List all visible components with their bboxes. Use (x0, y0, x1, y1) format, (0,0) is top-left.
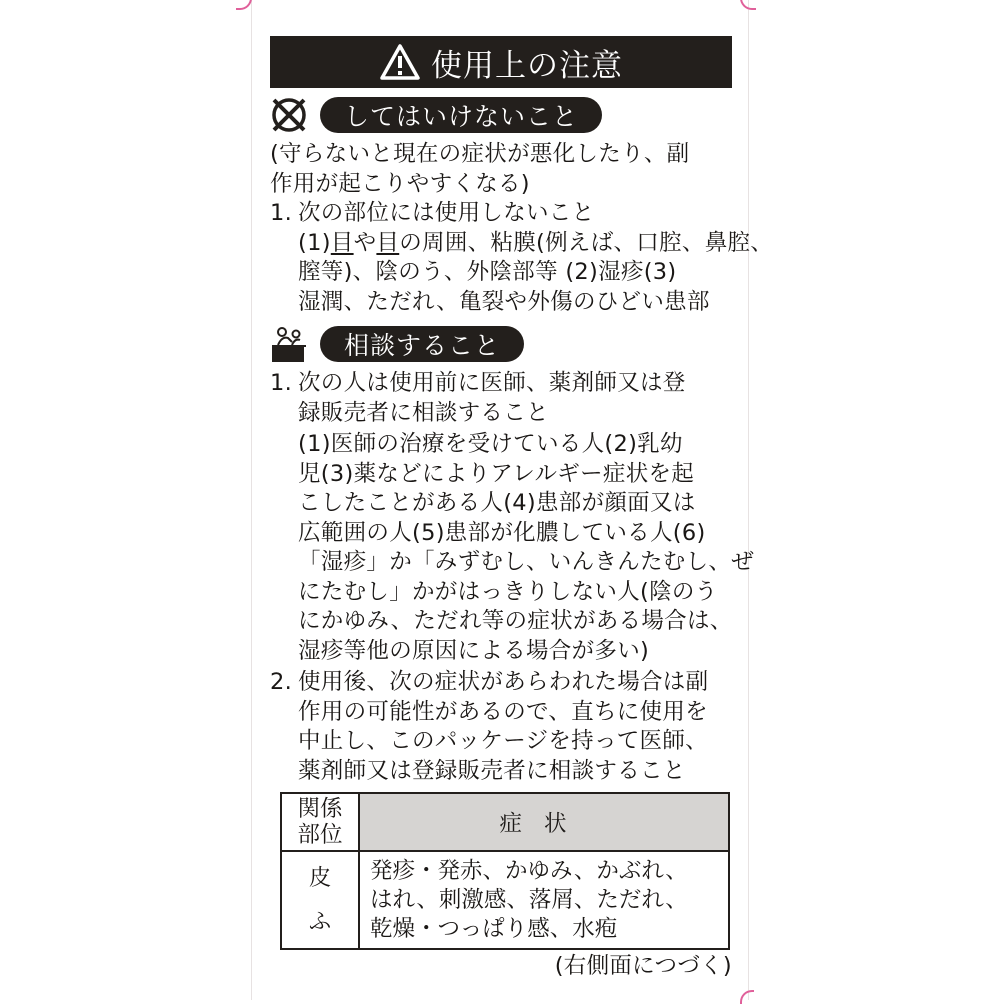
consult-item-1-detail: にかゆみ、ただれ等の症状がある場合は、 (298, 608, 733, 634)
consult-item-2-line: 中止し、このパッケージを持って医師、 (298, 728, 708, 754)
consult-item-2-line: 作用の可能性があるので、直ちに使用を (298, 698, 708, 725)
consult-item-1-line: 録販売者に相談すること (298, 399, 549, 426)
symptom-line: 発疹・発赤、かゆみ、かぶれ、 (370, 857, 688, 884)
consult-item-1-line (270, 369, 732, 399)
consult-item-2-line: 薬剤師又は登録販売者に相談すること (298, 757, 686, 784)
fold-corner-top-left (236, 0, 252, 10)
consult-section-header (270, 325, 732, 363)
title-bar (270, 36, 732, 88)
consult-item-1-detail: にたむし」かがはっきりしない人(陰のう (298, 578, 718, 605)
continued-note: (右側面につづく) (554, 953, 732, 979)
table-row (281, 851, 729, 949)
fold-corner-top-right (740, 0, 756, 10)
item-number: 1. (270, 370, 293, 396)
prohibited-item-1-line: 湿潤、ただれ、亀裂や外傷のひどい患部 (298, 288, 710, 315)
table-header-part (281, 793, 359, 851)
symptom-table (280, 792, 730, 950)
item-text: 使用後、次の症状があらわれた場合は副 (298, 669, 709, 695)
prohibited-item-1-line (270, 229, 774, 259)
header-part-line: 関係 (297, 796, 343, 822)
table-cell-part (281, 851, 359, 949)
consult-item-1-detail: (1)医師の治療を受けている人(2)乳幼 (298, 431, 683, 457)
item-text: 次の部位には使用しないこと (298, 200, 595, 226)
symptom-line: はれ、刺激感、落屑、ただれ、 (370, 886, 688, 913)
underlined-eye: 目 (376, 229, 400, 256)
prohibited-body (270, 140, 774, 317)
fold-corner-bottom-right (740, 990, 754, 1004)
consult-heading: 相談すること (320, 326, 524, 362)
consult-item-1-detail: 湿疹等他の原因による場合が多い) (298, 637, 650, 664)
item-text: 次の人は使用前に医師、薬剤師又は登 (298, 370, 686, 396)
symptom-line: 乾燥・つっぱり感、水疱 (370, 915, 618, 942)
underlined-eye: 目 (330, 229, 354, 256)
consult-item-1-detail: 「湿疹」か「みずむし、いんきんたむし、ぜ (298, 549, 755, 575)
part-line: 皮 (308, 865, 332, 891)
prohibited-intro-line: 作用が起こりやすくなる) (270, 170, 530, 197)
consult-item-1-detail: こしたことがある人(4)患部が顔面又は (298, 490, 696, 516)
part-line: ふ (308, 909, 332, 935)
item-number: 1. (270, 200, 293, 226)
prohibited-x-icon (270, 96, 308, 134)
doctor-consult-icon (270, 324, 308, 364)
prohibited-section-header (270, 96, 732, 134)
consult-body (270, 369, 755, 786)
header-part-line: 部位 (297, 822, 343, 848)
prohibited-intro-line: (守らないと現在の症状が悪化したり、副 (270, 141, 690, 167)
consult-item-1-detail: 児(3)薬などによりアレルギー症状を起 (298, 460, 695, 487)
package-edge-right (748, 0, 749, 1000)
precautions-panel (270, 36, 774, 982)
warning-triangle-icon (379, 43, 421, 81)
item-text: や (353, 229, 377, 256)
package-edge-left (251, 0, 252, 1000)
consult-item-1-detail: 広範囲の人(5)患部が化膿している人(6) (298, 519, 706, 546)
prohibited-item-1-line: 膣等)、陰のう、外陰部等 (2)湿疹(3) (298, 259, 677, 285)
prohibited-heading: してはいけないこと (320, 97, 602, 133)
table-header-row (281, 793, 729, 851)
item-number: 2. (270, 669, 293, 695)
sub-number: (1) (298, 229, 331, 256)
prohibited-item-1-title (270, 199, 732, 229)
item-text: の周囲、粘膜(例えば、口腔、鼻腔、 (399, 229, 774, 256)
table-cell-symptoms (359, 851, 729, 949)
page-title: 使用上の注意 (431, 47, 623, 84)
table-header-symptom: 症状 (359, 793, 729, 851)
consult-item-2-line (270, 668, 732, 698)
